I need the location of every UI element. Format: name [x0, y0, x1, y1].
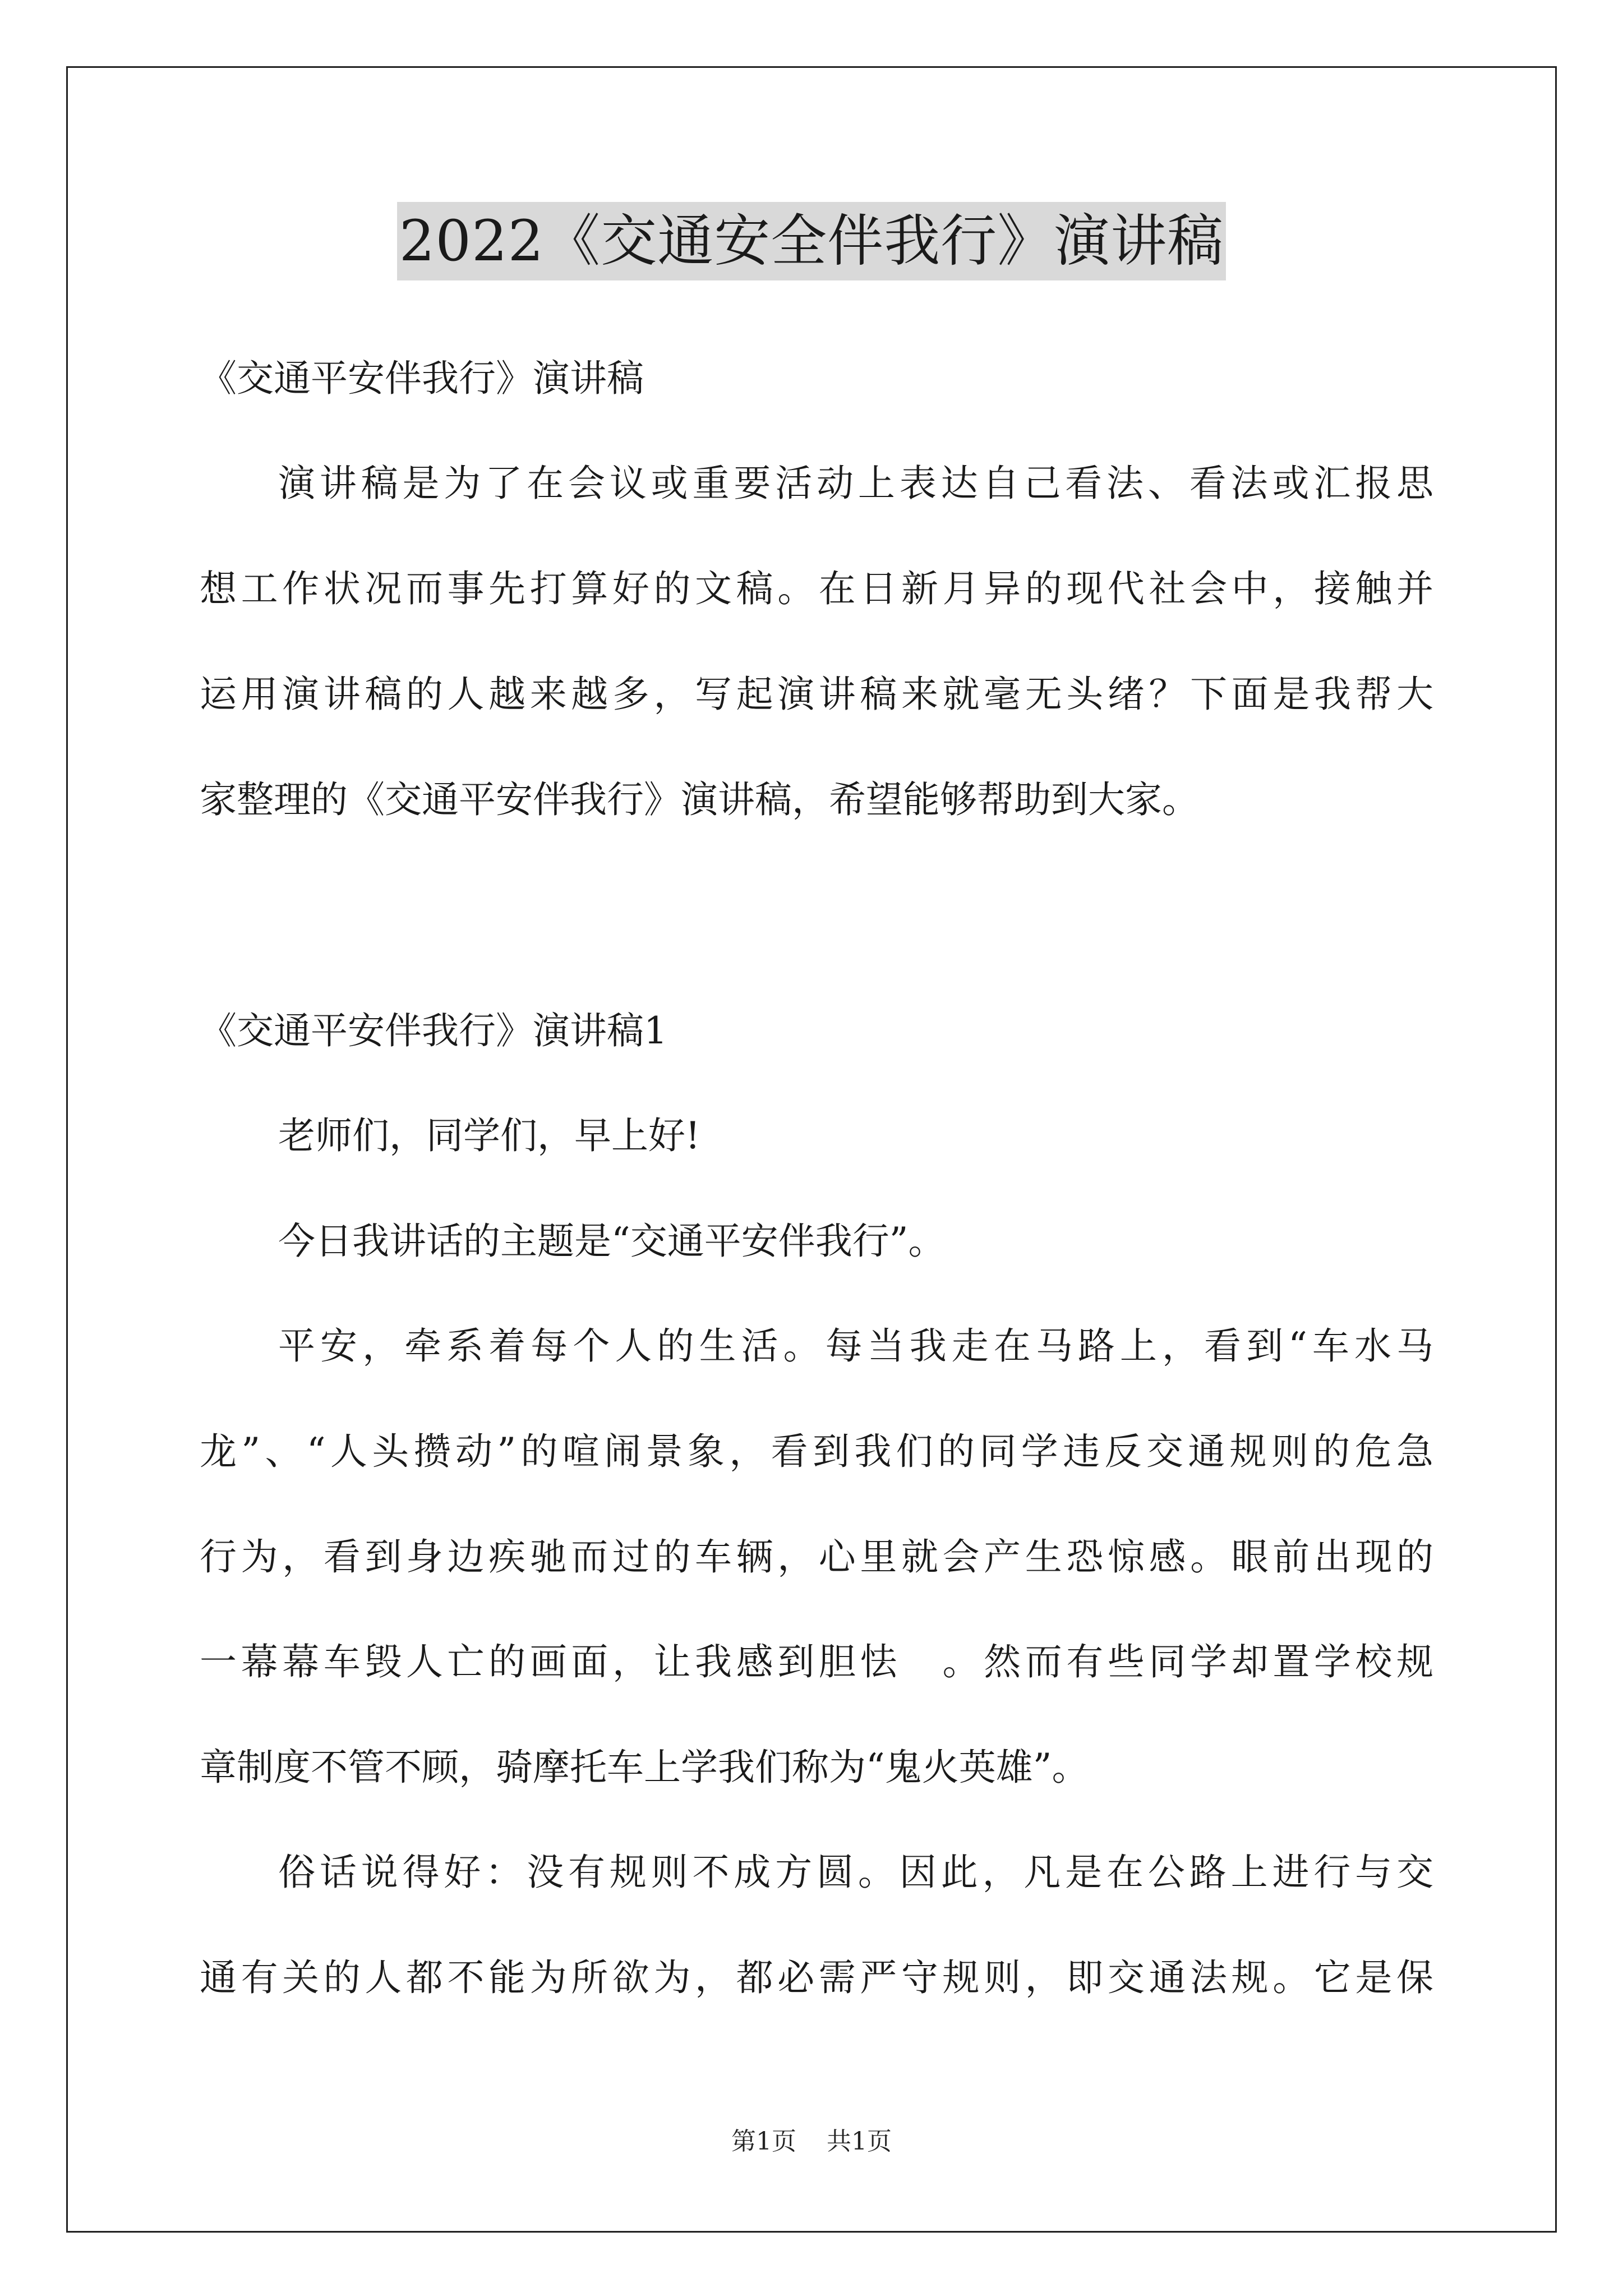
paragraph-line: 通有关的人都不能为所欲为，都必需严守规则，即交通法规。它是保	[200, 1956, 1433, 1999]
paragraph-line: 今日我讲话的主题是“交通平安伴我行”。	[278, 1220, 946, 1263]
title-container	[0, 202, 1623, 280]
paragraph-line: 俗话说得好：没有规则不成方圆。因此，凡是在公路上进行与交	[278, 1851, 1433, 1894]
paragraph-line: 想工作状况而事先打算好的文稿。在日新月异的现代社会中，接触并	[200, 567, 1433, 610]
paragraph-line: 运用演讲稿的人越来越多，写起演讲稿来就毫无头绪？下面是我帮大	[200, 673, 1433, 716]
section-heading: 《交通平安伴我行》演讲稿	[200, 357, 644, 400]
paragraph-line: 平安，牵系着每个人的生活。每当我走在马路上，看到“车水马	[278, 1324, 1433, 1368]
paragraph-line: 演讲稿是为了在会议或重要活动上表达自己看法、看法或汇报思	[278, 462, 1433, 505]
paragraph-line: 一幕幕车毁人亡的画面，让我感到胆怯 。然而有些同学却置学校规	[200, 1640, 1433, 1683]
document-title: 2022《交通安全伴我行》演讲稿	[397, 202, 1227, 280]
page-footer	[0, 2125, 1623, 2159]
paragraph-line: 章制度不管不顾，骑摩托车上学我们称为“鬼火英雄”。	[200, 1746, 1089, 1789]
section-heading: 《交通平安伴我行》演讲稿1	[200, 1009, 667, 1052]
paragraph-line: 龙”、“人头攒动”的喧闹景象，看到我们的同学违反交通规则的危急	[200, 1430, 1433, 1473]
paragraph-line: 老师们，同学们，早上好!	[278, 1114, 700, 1157]
page-number-current: 第1页	[731, 2127, 796, 2156]
page-number-total: 共1页	[827, 2127, 892, 2156]
paragraph-line: 行为，看到身边疾驰而过的车辆，心里就会产生恐惊感。眼前出现的	[200, 1535, 1433, 1579]
paragraph-line: 家整理的《交通平安伴我行》演讲稿，希望能够帮助到大家。	[200, 778, 1199, 821]
